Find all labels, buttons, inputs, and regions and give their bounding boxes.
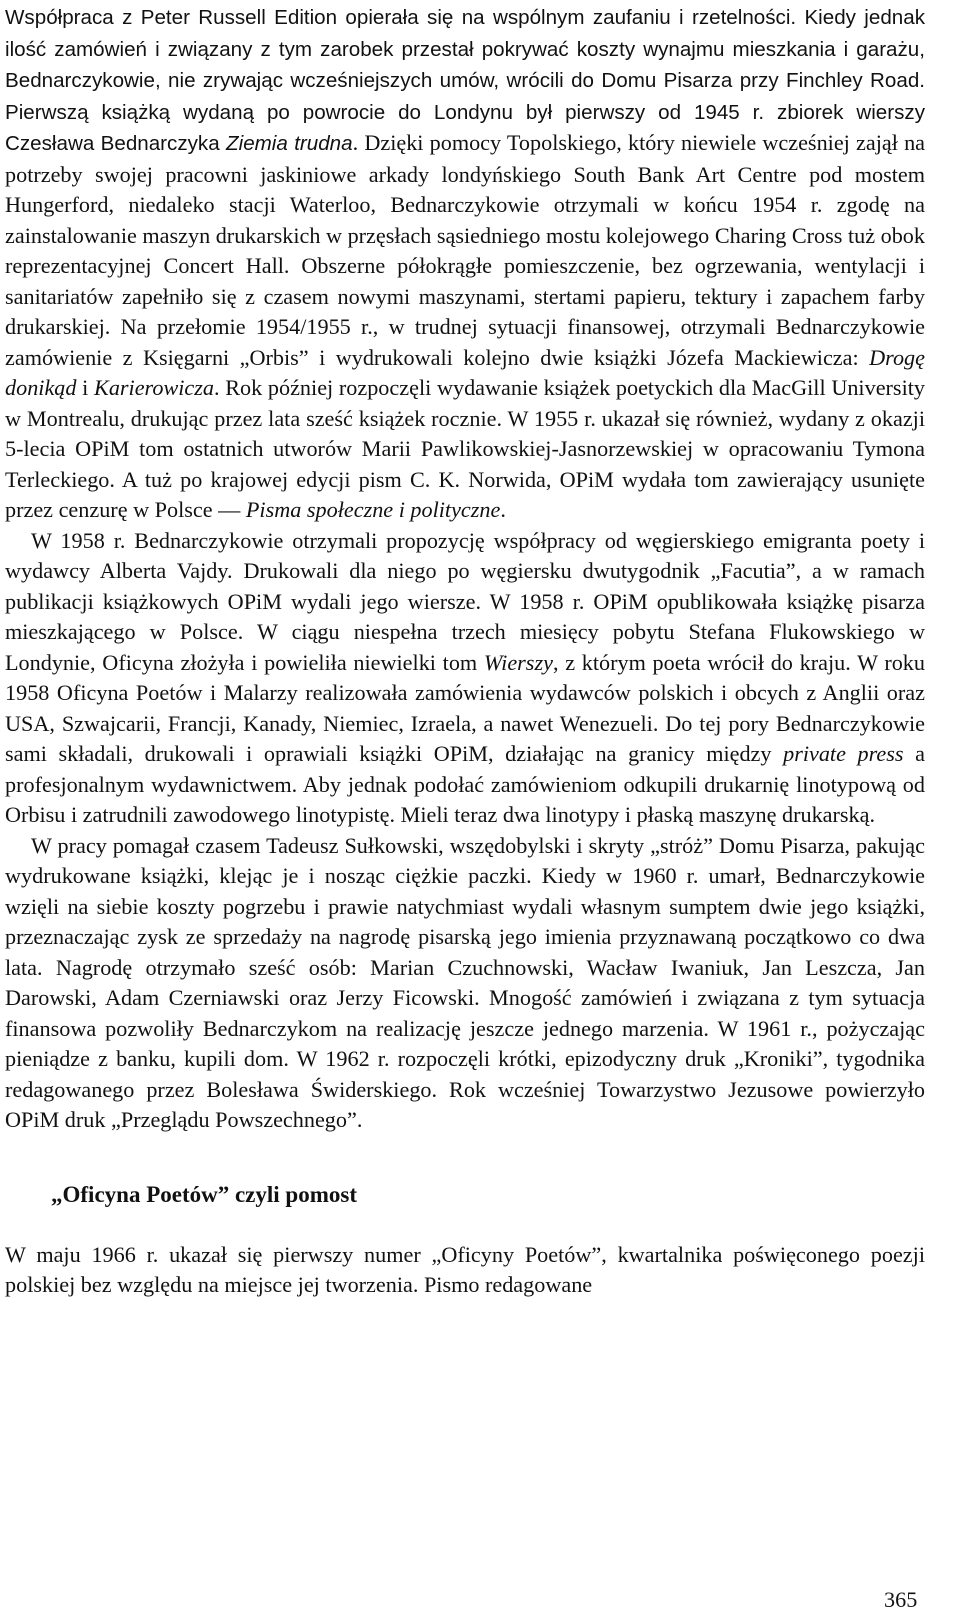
text-run-italic: Karierowicza bbox=[94, 375, 214, 400]
text-run-italic: Drogę donikąd bbox=[5, 344, 925, 400]
paragraph-3: W pracy pomagał czasem Tadeusz Sułkowski, wszędobylski i skryty „stróż” Domu Pisarza, pakując wydrukowane książki, klejąc je i nosząc ciężkie paczki. Kiedy w 1960 r. umarł, Bednarczykowie wzięli na siebie koszty pogrzebu i prawie natychmiast wydali własnym sumptem dwie jego książki, przeznaczając zysk ze sprzedaży na nagrodę pisarską jego imienia przyznawaną początkowo co dwa lata. Nagrodę otrzymało sześć osób: Marian Czuchnowski, Wacław Iwaniuk, Jan Leszcza, Jan Darowski, Adam Czerniawski oraz Jerzy Ficowski. Mnogość zamówień i związana z tym sytuacja finansowa pozwoliły Bednarczykom na realizację jeszcze jednego marzenia. W 1961 r., pożyczając pieniądze z banku, kupili dom. W 1962 r. rozpoczęli krótki, epizodyczny druk „Kroniki”, tygodnika redagowanego przez Bolesława Świderskiego. Rok wcześniej Towarzystwo Jezusowe powierzyło OPiM druk „Przeglądu Powszechnego”. bbox=[5, 832, 925, 1132]
text-run-italic: Pisma społeczne i polityczne bbox=[245, 497, 501, 522]
section-paragraph: W maju 1966 r. ukazał się pierwszy numer „Oficyny Poetów”, kwartalnika poświęconego poezji polskiej bez względu na miejsce jej tworzenia. Pismo redagowane bbox=[5, 1241, 925, 1297]
text-run-sans: Współpraca z Peter Russell Edition opierała się na wspólnym zaufaniu i rzetelności. Kiedy jednak ilość zamówień i związany z tym zarobek przestał pokrywać koszty wynajmu mieszkania i garażu, Bednarczykowie, nie zrywając wcześniejszych umów, wrócili do Domu Pisarza przy Finchley Road. Pierwszą książką wydaną po powrocie do Londynu był pierwszy od 1945 r. zbiorek wierszy Czesława Bednarczyka bbox=[5, 6, 925, 155]
text-run-italic: private press bbox=[783, 741, 904, 766]
section-heading: „Oficyna Poetów” czyli pomost bbox=[51, 1181, 357, 1207]
paragraph-2: W 1958 r. Bednarczykowie otrzymali propozycję współpracy od węgierskiego emigranta poety i wydawcy Alberta Vajdy. Drukowali dla niego po węgiersku dwutygodnik „Facutia”, a w ramach publikacji książkowych OPiM wydali jego wiersze. W 1958 r. OPiM opublikowała książkę pisarza mieszkającego w Polsce. W ciągu niespełna trzech miesięcy pobytu Stefana Flukowskiego w Londynie, Oficyna złożyła i powieliła niewielki tom Wierszy, z którym poeta wrócił do kraju. W roku 1958 Oficyna Poetów i Malarzy realizowała zamówienia wydawców polskich i obcych z Anglii oraz USA, Szwajcarii, Francji, Kanady, Niemiec, Izraela, a nawet Wenezueli. Do tej pory Bednarczykowie sami składali, drukowali i oprawiali książki OPiM, działając na granicy między private press a profesjonalnym wydawnictwem. Aby jednak podołać zamówieniom odkupili drukarnię linotypową od Orbisu i zatrudnili zawodowego linotypistę. Mieli teraz dwa linotypy i płaską maszynę drukarską. bbox=[5, 527, 925, 827]
page-number: 365 bbox=[884, 1587, 918, 1612]
paragraph-1: Współpraca z Peter Russell Edition opierała się na wspólnym zaufaniu i rzetelności. Kiedy jednak ilość zamówień i związany z tym zarobek przestał pokrywać koszty wynajmu mieszkania i garażu, Bednarczykowie, nie zrywając wcześniejszych umów, wrócili do Domu Pisarza przy Finchley Road. Pierwszą książką wydaną po powrocie do Londynu był pierwszy od 1945 r. zbiorek wierszy Czesława Bednarczyka Ziemia trudna. Dzięki pomocy Topolskiego, który niewiele wcześniej zajął na potrzeby swojej pracowni jaskiniowe arkady londyńskiego South Bank Art Centre pod mostem Hungerford, niedaleko stacji Waterloo, Bednarczykowie otrzymali w końcu 1954 r. zgodę na zainstalowanie maszyn drukarskich w przęsłach sąsiedniego mostu kolejowego Charing Cross tuż obok reprezentacyjnej Concert Hall. Obszerne półokrągłe pomieszczenie, bez ogrzewania, wentylacji i sanitariatów zapełniło się z czasem nowymi maszynami, stertami papieru, tektury i zapachem farby drukarskiej. Na przełomie 1954/1955 r., w trudnej sytuacji finansowej, otrzymali Bednarczykowie zamówienie z Księgarni „Orbis” i wydrukowali kolejno dwie książki Józefa Mackiewicza: Drogę donikąd i Karierowicza. Rok później rozpoczęli wydawanie książek poetyckich dla MacGill University w Montrealu, drukując przez lata sześć książek rocznie. W 1955 r. ukazał się również, wydany z okazji 5-lecia OPiM tom ostatnich utworów Marii Pawlikowskiej-Jasnorzewskiej w opracowaniu Tymona Terleckiego. A tuż po krajowej edycji pism C. K. Norwida, OPiM wydała tom zawierający usunięte przez cenzurę w Polsce — Pisma społeczne i polityczne. bbox=[5, 6, 926, 522]
document-page bbox=[5, 2, 925, 1301]
text-run-italic: Wierszy bbox=[483, 649, 553, 675]
text-run-sans-italic: Ziemia trudna bbox=[226, 132, 353, 155]
